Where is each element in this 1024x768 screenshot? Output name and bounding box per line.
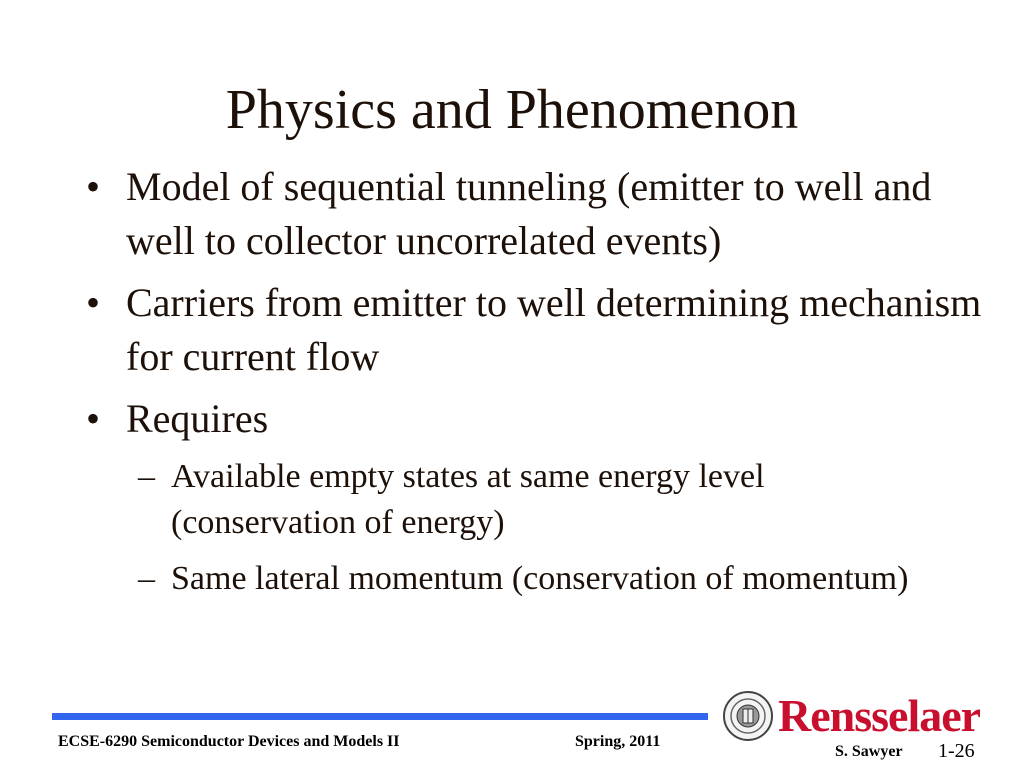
bullet-mark: • (86, 396, 101, 441)
rensselaer-logo: Rensselaer (778, 690, 981, 741)
slide-title: Physics and Phenomenon (225, 79, 799, 141)
page-number: 1-26 (938, 740, 975, 762)
sub-bullet-item (86, 454, 931, 546)
footer-course: ECSE-6290 Semiconductor Devices and Models II (58, 733, 400, 750)
sub-bullet-item (86, 556, 931, 602)
bullet-item (86, 392, 986, 446)
sub-bullet-mark: – (138, 560, 155, 597)
footer-term: Spring, 2011 (575, 733, 661, 750)
bullet-text: Model of sequential tunneling (emitter to well and well to collector uncorrelated events) (126, 164, 932, 263)
footer-author: S. Sawyer (835, 743, 903, 760)
footer-divider (52, 713, 708, 720)
slide-content (86, 160, 986, 612)
sub-bullet-mark: – (138, 458, 155, 495)
bullet-mark: • (86, 280, 101, 325)
bullet-text: Carriers from emitter to well determining mechanism for current flow (126, 280, 982, 379)
sub-bullet-text: Available empty states at same energy level (conservation of energy) (171, 458, 765, 541)
bullet-item (86, 160, 986, 268)
institute-seal-icon (722, 690, 774, 742)
bullet-text: Requires (126, 396, 269, 441)
bullet-mark: • (86, 164, 101, 209)
bullet-item (86, 276, 986, 384)
sub-bullet-text: Same lateral momentum (conservation of momentum) (171, 560, 909, 597)
